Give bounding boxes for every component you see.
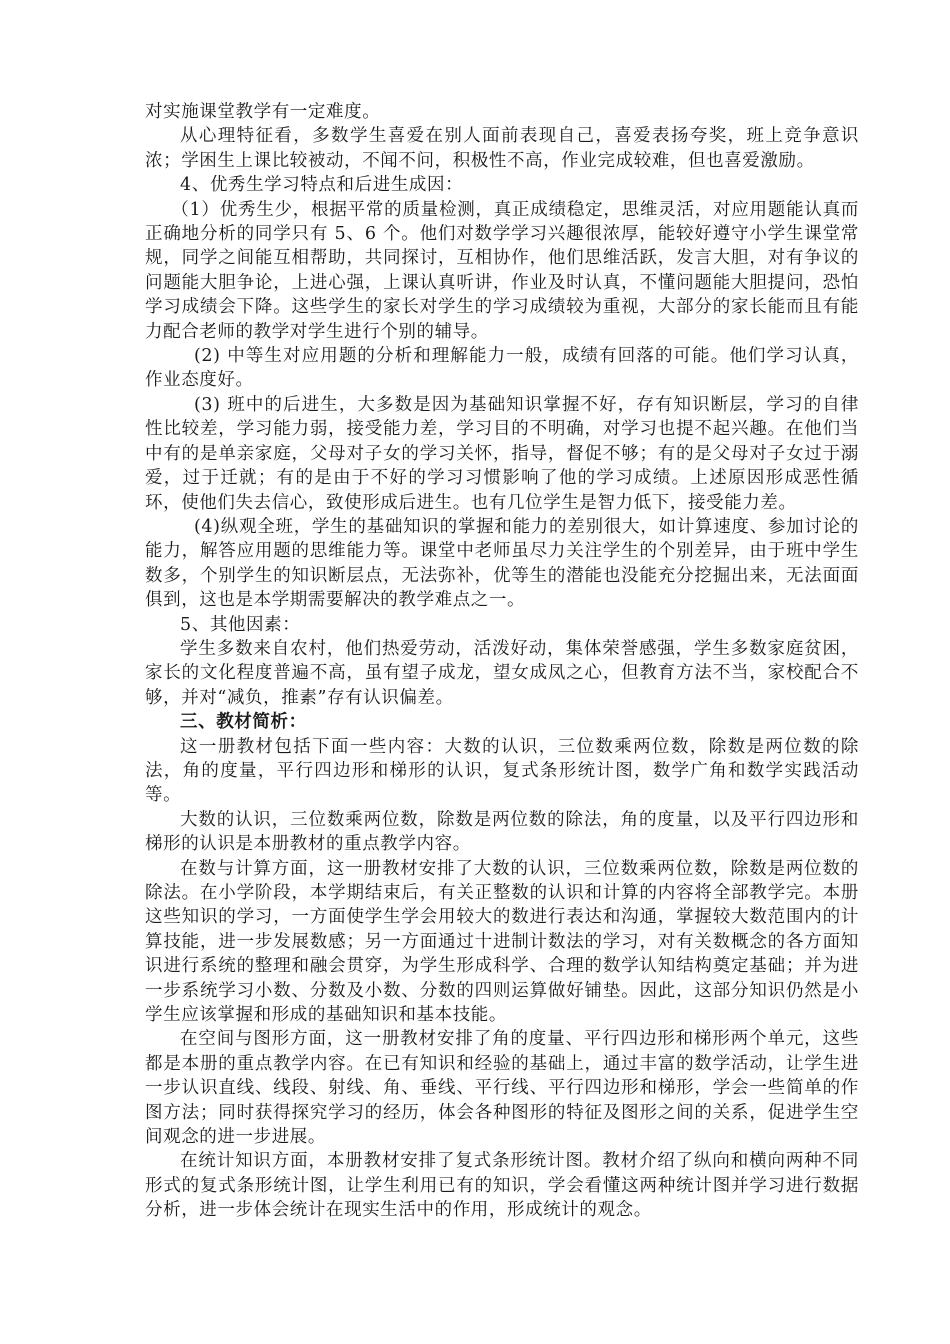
paragraph-key-content: 大数的认识，三位数乘两位数，除数是两位数的除法，角的度量，以及平行四边形和梯形的认识是本册教材的重点教学内容。: [145, 809, 859, 855]
paragraph-numbers: 在数与计算方面，这一册教材安排了大数的认识，三位数乘两位数，除数是两位数的除法。在小学阶段，本学期结束后，有关正整数的认识和计算的内容将全部教学完。本册这些知识的学习，一方面使学生学会用较大的数进行表达和沟通，掌握较大数范围内的计算技能，进一步发展数感；另一方面通过十进制计数法的学习，对有关数概念的各方面知识进行系统的整理和融会贯穿，为学生形成科学、合理的数学认知结构奠定基础；并为进一步系统学习小数、分数及小数、分数的四则运算做好铺垫。因此，这部分知识仍然是小学生应该掌握和形成的基础知识和基本技能。: [145, 858, 859, 1026]
paragraph-geometry: 在空间与图形方面，这一册教材安排了角的度量、平行四边形和梯形两个单元，这些都是本册的重点教学内容。在已有知识和经验的基础上，通过丰富的数学活动，让学生进一步认识直线、线段、射线、角、垂线、平行线、平行四边形和梯形，学会一些简单的作图方法；同时获得探究学习的经历，体会各种图形的特征及图形之间的关系，促进学生空间观念的进一步进展。: [145, 1029, 859, 1148]
subheading-4: 4、优秀生学习特点和后进生成因：: [180, 175, 464, 196]
paragraph-middle-students: (2) 中等生对应用题的分析和理解能力一般，成绩有回落的可能。他们学习认真，作业态度好。: [145, 346, 859, 391]
paragraph-weak-students: (3) 班中的后进生，大多数是因为基础知识掌握不好，存有知识断层，学习的自律性比较差，学习能力弱，接受能力差，学习目的不明确，对学习也提不起兴趣。在他们当中有的是单亲家庭，父母对子女的学习关怀，指导，督促不够；有的是父母对子女过于溺爱，过于迁就；有的是由于不好的学习习惯影响了他的学习成绩。上述原因形成恶性循环，使他们失去信心，致使形成后进生。也有几位学生是智力低下，接受能力差。: [145, 394, 859, 513]
paragraph-continuation: 对实施课堂教学有一定难度。: [145, 102, 381, 122]
paragraph-statistics: 在统计知识方面，本册教材安排了复式条形统计图。教材介绍了纵向和横向两种不同形式的复式条形统计图，让学生利用已有的知识，学会看懂这两种统计图并学习进行数据分析，进一步体会统计在现实生活中的作用，形成统计的观念。: [145, 1151, 859, 1221]
section-heading-textbook: 三、教材简析：: [180, 712, 307, 733]
subheading-5: 5、其他因素：: [180, 614, 301, 635]
paragraph-overview: (4)纵观全班，学生的基础知识的掌握和能力的差别很大，如计算速度、参加讨论的能力，解答应用题的思维能力等。课堂中老师虽尽力关注学生的个别差异，由于班中学生数多，个别学生的知识断层点，无法弥补，优等生的潜能也没能充分挖掘出来，无法面面俱到，这也是本学期需要解决的教学难点之一。: [145, 516, 859, 611]
paragraph-other-factors: 学生多数来自农村，他们热爱劳动，活泼好动，集体荣誉感强，学生多数家庭贫困，家长的文化程度普遍不高，虽有望子成龙，望女成凤之心，但教育方法不当，家校配合不够，并对“减负，推素”存有认识偏差。: [145, 638, 859, 708]
document-page: [145, 100, 859, 1223]
paragraph-excellent-students: （1）优秀生少，根据平常的质量检测，真正成绩稳定，思维灵活，对应用题能认真而正确地分析的同学只有 5、6 个。他们对数学学习兴趣很浓厚，能较好遵守小学生课堂常规，同学之间能互相帮助，共同探讨，互相协作，他们思维活跃，发言大胆，对有争议的问题能大胆争论，上进心强，上课认真听讲，作业及时认真，不懂问题能大胆提问，恐怕学习成绩会下降。这些学生的家长对学生的学习成绩较为重视，大部分的家长能而且有能力配合老师的教学对学生进行个别的辅导。: [145, 199, 859, 342]
paragraph-psychology: 从心理特征看，多数学生喜爱在别人面前表现自己，喜爱表扬夸奖，班上竞争意识浓；学困生上课比较被动，不闻不问，积极性不高，作业完成较难，但也喜爱激励。: [145, 126, 859, 171]
paragraph-contents: 这一册教材包括下面一些内容：大数的认识，三位数乘两位数，除数是两位数的除法，角的度量，平行四边形和梯形的认识，复式条形统计图，数学广角和数学实践活动等。: [145, 736, 859, 806]
